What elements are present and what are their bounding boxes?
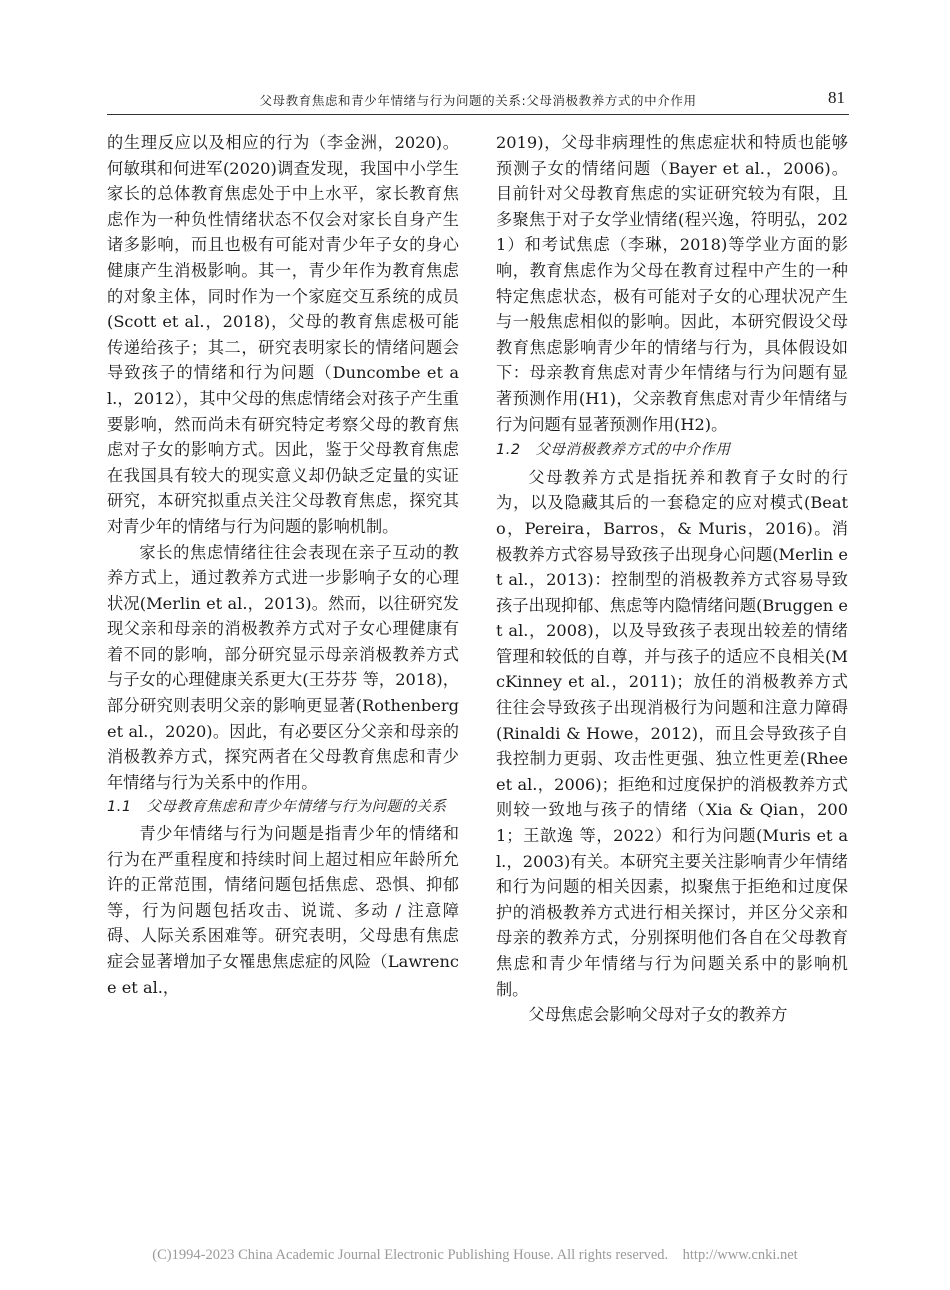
- paragraph: 2019)，父母非病理性的焦虑症状和特质也能够预测子女的情绪问题（Bayer et al.，2006)。目前针对父母教育焦虑的实证研究较为有限，且多聚焦于对子女学业情绪(程兴逸，符明弘，2021）和考试焦虑（李琳，2018)等学业方面的影响，教育焦虑作为父母在教育过程中产生的一种特定焦虑状态，极有可能对子女的心理状况产生与一般焦虑相似的影响。因此，本研究假设父母教育焦虑影响青少年的情绪与行为，具体假设如下：母亲教育焦虑对青少年情绪与行为问题有显著预测作用(H1)，父亲教育焦虑对青少年情绪与行为问题有显著预测作用(H2)。: [496, 133, 848, 434]
- paragraph: 父母教养方式是指抚养和教育子女时的行为，以及隐藏其后的一套稳定的应对模式(Beato，Pereira，Barros，& Muris，2016)。消极教养方式容易导致孩子出现身心问题(Merlin et al.，2013)：控制型的消极教养方式容易导致孩子出现抑郁、焦虑等内隐情绪问题(Bruggen et al.，2008)，以及导致孩子表现出较差的情绪管理和较低的自尊，并与孩子的适应不良相关(McKinney et al.，2011)；放任的消极教养方式往往会导致孩子出现消极行为问题和注意力障碍(Rinaldi & Howe，2012)，而且会导致孩子自我控制力更弱、攻击性更强、独立性更差(Rhee et al.，2006)；拒绝和过度保护的消极教养方式则较一致地与孩子的情绪（Xia & Qian，2001；王歆逸 等，2022）和行为问题(Muris et al.，2003)有关。本研究主要关注影响青少年情绪和行为问题的相关因素，拟聚焦于拒绝和过度保护的消极教养方式进行相关探讨，并区分父亲和母亲的教养方式，分别探明他们各自在父母教育焦虑和青少年情绪与行为问题关系中的影响机制。: [496, 467, 848, 999]
- section-heading: 1.1 父母教育焦虑和青少年情绪与行为问题的关系: [107, 799, 447, 816]
- section-heading: 1.2 父母消极教养方式的中介作用: [496, 442, 731, 459]
- paragraph: 青少年情绪与行为问题是指青少年的情绪和行为在严重程度和持续时间上超过相应年龄所允许的正常范围，情绪问题包括焦虑、恐惧、抑郁等，行为问题包括攻击、说谎、多动 / 注意障碍、人际关系困难等。研究表明，父母患有焦虑症会显著增加子女罹患焦虑症的风险（Lawrence et al.，: [107, 824, 459, 997]
- copyright-footer: (C)1994-2023 China Academic Journal Electronic Publishing House. All rights reserved. http://www.cnki.net: [152, 1247, 798, 1263]
- running-header: [107, 88, 849, 115]
- paragraph: 的生理反应以及相应的行为（李金洲，2020)。何敏琪和何进军(2020)调查发现，我国中小学生家长的总体教育焦虑处于中上水平，家长教育焦虑作为一种负性情绪状态不仅会对家长自身产生诸多影响，而且也极有可能对青少年子女的身心健康产生消极影响。其一，青少年作为教育焦虑的对象主体，同时作为一个家庭交互系统的成员(Scott et al.，2018)，父母的教育焦虑极可能传递给孩子；其二，研究表明家长的情绪问题会导致孩子的情绪和行为问题（Duncombe et al.，2012），其中父母的焦虑情绪会对孩子产生重要影响，然而尚未有研究特定考察父母的教育焦虑对子女的影响方式。因此，鉴于父母教育焦虑在我国具有较大的现实意义却仍缺乏定量的实证研究，本研究拟重点关注父母教育焦虑，探究其对青少年的情绪与行为问题的影响机制。: [107, 133, 459, 536]
- paragraph: 家长的焦虑情绪往往会表现在亲子互动的教养方式上，通过教养方式进一步影响子女的心理状况(Merlin et al.，2013)。然而，以往研究发现父亲和母亲的消极教养方式对子女心理健康有着不同的影响，部分研究显示母亲消极教养方式与子女的心理健康关系更大(王芬芬 等，2018)，部分研究则表明父亲的影响更显著(Rothenberg et al.，2020)。因此，有必要区分父亲和母亲的消极教养方式，探究两者在父母教育焦虑和青少年情绪与行为关系中的作用。: [107, 542, 459, 792]
- left-column: [107, 130, 459, 1000]
- paragraph: 父母焦虑会影响父母对子女的教养方: [528, 1005, 788, 1025]
- page-number: 81: [828, 88, 845, 107]
- right-column: [496, 130, 848, 1028]
- running-title: 父母教育焦虑和青少年情绪与行为问题的关系:父母消极教养方式的中介作用: [259, 93, 697, 108]
